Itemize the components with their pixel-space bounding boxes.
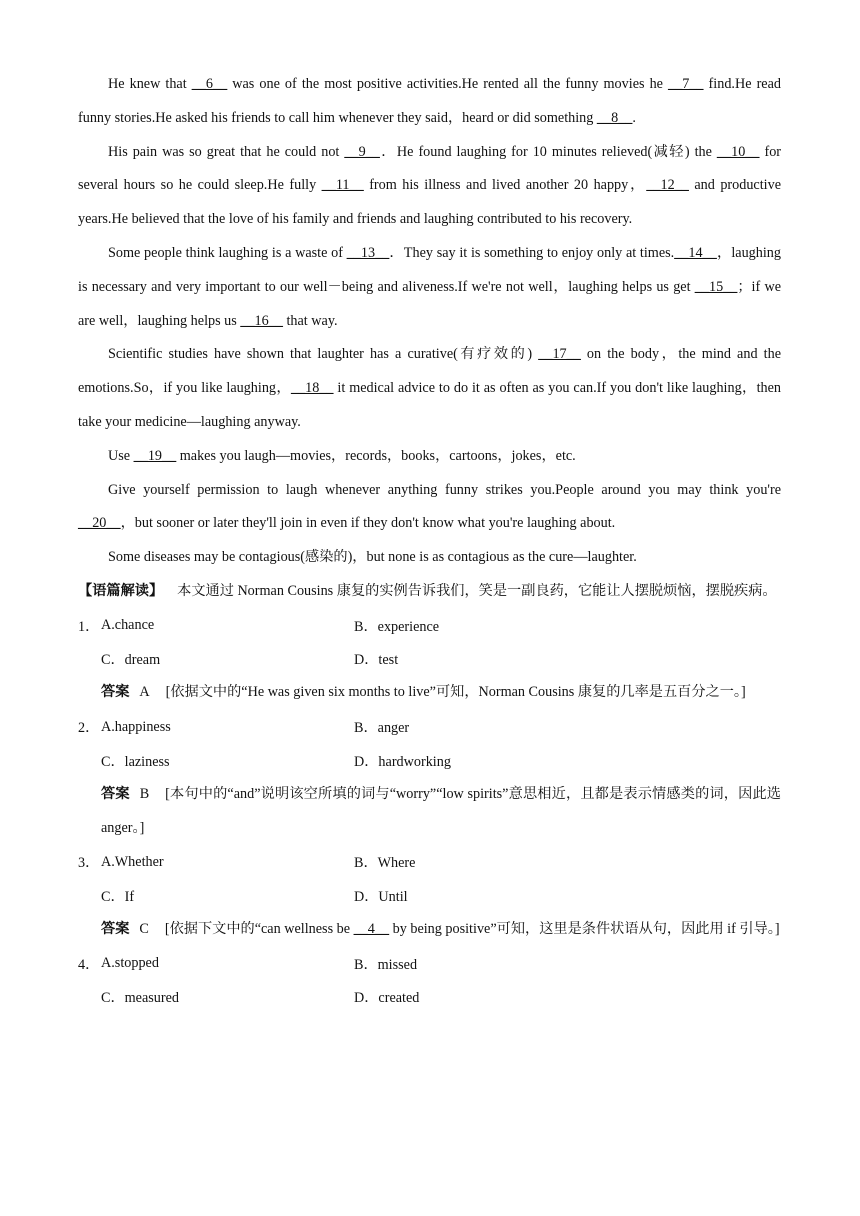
blank: __9__: [344, 143, 380, 160]
blank: __10__: [716, 143, 760, 160]
passage-text: it medical advice to do it as often as you can.If you don't like laughing，then take your medicine—laughing anyway.: [78, 380, 782, 430]
answer-key: B: [139, 785, 150, 802]
passage-paragraph: [78, 440, 781, 474]
answer-label: 答案: [101, 920, 130, 937]
answer-label: 答案: [101, 684, 130, 701]
passage-text: Some people think laughing is a waste of: [108, 244, 347, 261]
passage-text: and productive years.He believed that the love of his family and friends and laughing contributed to his recovery.: [78, 177, 782, 228]
option-d: D．Until: [354, 889, 408, 906]
question-3: [78, 845, 781, 946]
passage-text: makes you laugh—movies，records，books，cartoons，jokes，etc.: [176, 447, 576, 464]
passage-text: ，but sooner or later they'll join in even if they don't know what you're laughing about.: [120, 515, 616, 532]
blank: __4__: [353, 920, 390, 937]
option-b: B．experience: [354, 618, 440, 635]
passage-paragraph: [78, 338, 781, 439]
option-a: A.happiness: [101, 718, 171, 735]
answer-key: C: [139, 920, 149, 937]
answer-explanation: [101, 778, 781, 846]
blank: __16__: [240, 312, 283, 329]
passage-text: from his illness and lived another 20 happy，: [363, 177, 647, 194]
option-c: C．measured: [101, 990, 180, 1007]
option-a: A.stopped: [101, 955, 159, 972]
passage-paragraph: [78, 237, 781, 338]
analysis-tag: 【语篇解读】: [78, 582, 164, 599]
option-c: C．dream: [101, 652, 161, 669]
question-2: [78, 710, 781, 845]
passage-text: ，laughing is necessary and very important to our well－being and aliveness.If we're not well，laughing helps us get: [78, 244, 781, 295]
passage-text: for several hours so he could sleep.He fully: [78, 143, 782, 194]
blank: __13__: [346, 244, 390, 261]
passage-text: He knew that: [108, 76, 192, 92]
passage-text: that way.: [282, 312, 338, 329]
answer-explanation: [101, 913, 781, 947]
option-b: B．missed: [354, 956, 418, 973]
answer-label: 答案: [101, 785, 130, 802]
question-number: 2．: [78, 720, 100, 737]
passage-text: Some diseases may be contagious(感染的)，but none is as contagious as the cure—laughter.: [108, 549, 637, 566]
blank: __12__: [646, 177, 689, 194]
passage-text: Give yourself permission to laugh whenever anything funny strikes you.People around you may think you're: [108, 481, 781, 498]
passage-text: ；if we are well，laughing helps us: [78, 278, 781, 329]
blank: __6__: [191, 76, 228, 92]
blank: __18__: [290, 380, 334, 397]
question-4: [78, 947, 781, 1015]
blank: __7__: [668, 76, 704, 92]
question-1: [78, 609, 781, 710]
passage-text: His pain was so great that he could not: [108, 143, 345, 160]
option-d: D．test: [354, 652, 399, 669]
option-b: B．anger: [354, 720, 410, 737]
option-a: A.Whether: [101, 853, 164, 870]
question-number: 1．: [78, 618, 100, 635]
passage-text: find.He read funny stories.He asked his friends to call him whenever they said，heard or did something: [78, 76, 781, 126]
blank: __15__: [694, 278, 738, 295]
passage-paragraph: [78, 541, 781, 575]
passage-text: Scientific studies have shown that laughter has a curative(有疗效的): [108, 346, 539, 363]
passage-text: ．They say it is something to enjoy only at times.: [389, 244, 675, 261]
passage-paragraph: [78, 68, 781, 136]
passage-text: ．He found laughing for 10 minutes relieved(减轻) the: [379, 143, 717, 160]
blank: __20__: [78, 515, 121, 532]
option-a: A.chance: [101, 617, 155, 634]
passage-text: was one of the most positive activities.He rented all the funny movies he: [227, 76, 669, 92]
blank: __17__: [538, 346, 581, 363]
explanation-text: [本句中的“and”说明该空所填的词与“worry”“low spirits”意思相近，且都是表示情感类的词，因此选 anger。]: [101, 785, 781, 836]
passage: [78, 68, 781, 575]
answer-key: A: [139, 684, 150, 701]
passage-text: on the body，the mind and the emotions.So，if you like laughing，: [78, 346, 781, 397]
option-d: D．hardworking: [354, 753, 451, 770]
option-b: B．Where: [354, 855, 416, 872]
passage-analysis: [78, 575, 781, 609]
option-c: C．If: [101, 889, 135, 906]
passage-paragraph: [78, 136, 781, 237]
question-number: 3．: [78, 855, 100, 872]
question-number: 4．: [78, 956, 100, 973]
document-page: [78, 68, 781, 1014]
explanation-text: [依据文中的“He was given six months to live”可知，Norman Cousins 康复的几率是五百分之一。]: [165, 684, 746, 701]
blank: __11__: [321, 177, 364, 194]
option-c: C．laziness: [101, 753, 170, 770]
passage-text: Use: [108, 447, 134, 464]
blank: __14__: [674, 244, 717, 261]
analysis-text: 本文通过 Norman Cousins 康复的实例告诉我们，笑是一副良药，它能让人摆脱烦恼，摆脱疾病。: [177, 582, 777, 599]
passage-paragraph: [78, 474, 781, 542]
blank: __19__: [133, 447, 177, 464]
explanation-text: [依据下文中的“can wellness be: [164, 920, 354, 937]
passage-text: .: [632, 109, 636, 126]
answer-explanation: [101, 676, 781, 710]
blank: __8__: [596, 109, 633, 126]
explanation-text: by being positive”可知，这里是条件状语从句，因此用 if 引导。]: [389, 920, 780, 937]
option-d: D．created: [354, 990, 420, 1007]
